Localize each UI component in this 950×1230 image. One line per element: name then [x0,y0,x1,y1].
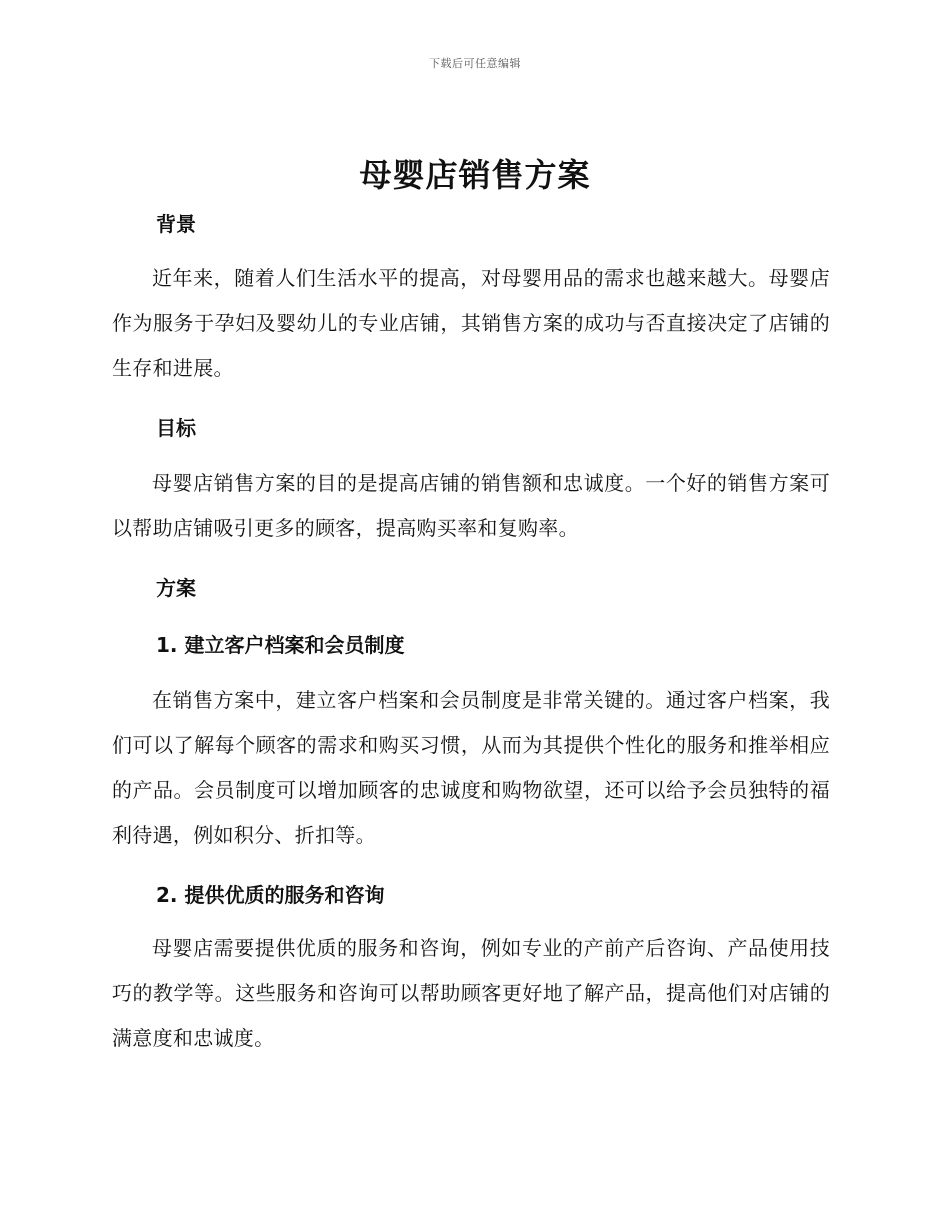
paragraph-item1: 在销售方案中，建立客户档案和会员制度是非常关键的。通过客户档案，我们可以了解每个顾客的需求和购买习惯，从而为其提供个性化的服务和推举相应的产品。会员制度可以增加顾客的忠诚度和购物欲望，还可以给予会员独特的福利待遇，例如积分、折扣等。 [112,688,830,847]
paragraph-item2: 母婴店需要提供优质的服务和咨询，例如专业的产前产后咨询、产品使用技巧的教学等。这些服务和咨询可以帮助顾客更好地了解产品，提高他们对店铺的满意度和忠诚度。 [112,936,830,1050]
section-heading-item1: 1. 建立客户档案和会员制度 [156,633,405,657]
paragraph-background: 近年来，随着人们生活水平的提高，对母婴用品的需求也越来越大。母婴店作为服务于孕妇及婴幼儿的专业店铺，其销售方案的成功与否直接决定了店铺的生存和进展。 [112,266,830,380]
document-title: 母婴店销售方案 [359,156,591,194]
paragraph-goal: 母婴店销售方案的目的是提高店铺的销售额和忠诚度。一个好的销售方案可以帮助店铺吸引更多的顾客，提高购买率和复购率。 [112,471,830,540]
header-note: 下载后可任意编辑 [429,57,521,70]
section-heading-item2: 2. 提供优质的服务和咨询 [156,883,385,907]
section-heading-plan: 方案 [156,576,196,600]
section-heading-goal: 目标 [156,416,196,440]
section-heading-background: 背景 [156,212,196,236]
